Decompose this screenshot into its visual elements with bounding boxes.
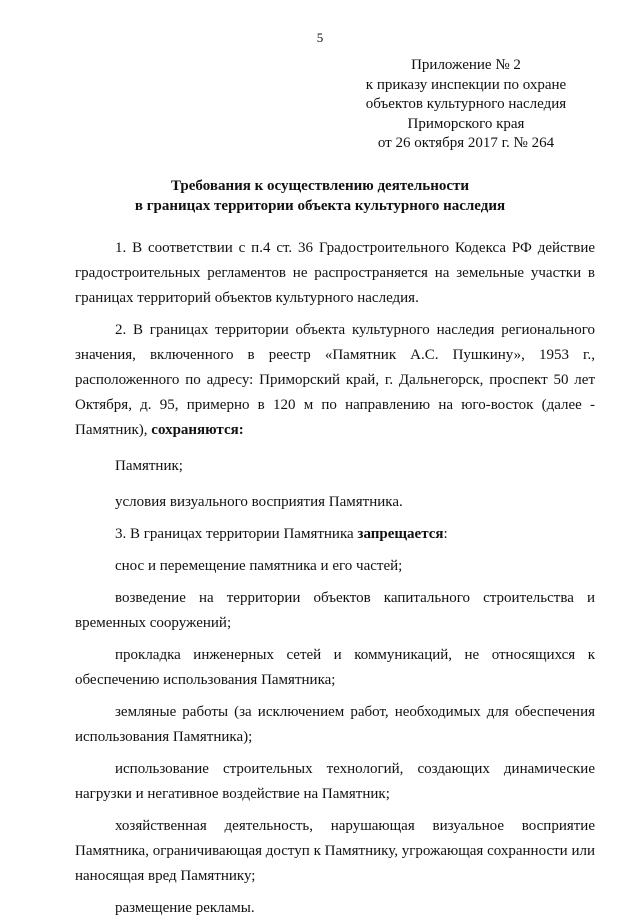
paragraph-2 [75,318,595,443]
appendix-line: Приложение № 2 [411,57,521,73]
paragraph-3-bold: запрещается [357,526,444,542]
appendix-line: Приморского края [407,115,525,132]
prohibited-item: размещение рекламы. [115,900,255,916]
appendix-line: к приказу инспекции по охране [365,76,567,93]
prohibited-item: прокладка инженерных сетей и коммуникаций, не относящихся к обеспечению использования Памятника; [75,647,595,688]
paragraph-2-bold: сохраняются: [151,422,244,438]
prohibited-item: снос и перемещение памятника и его частей; [115,558,403,574]
title-line: в границах территории объекта культурного наследия [134,198,506,214]
paragraph-1: 1. В соответствии с п.4 ст. 36 Градостроительного Кодекса РФ действие градостроительных регламентов не распространяется на земельные участки в границах территорий объектов культурного наследия. [75,240,595,306]
prohibited-item: возведение на территории объектов капитального строительства и временных сооружений; [75,590,595,631]
paragraph-3-end: : [443,526,448,542]
title-line: Требования к осуществлению деятельности [170,178,469,194]
prohibited-item: хозяйственная деятельность, нарушающая визуальное восприятие Памятника, ограничивающая доступ к Памятнику, угрожающая сохранности или наносящая вред Памятнику; [75,818,595,884]
page-number: 5 [316,30,324,45]
paragraph-2-text: 2. В границах территории объекта культурного наследия регионального значения, включенного в реестр «Памятник А.С. Пушкину», 1953 г., расположенного по адресу: Приморский край, г. Дальнегорск, проспект 50 лет Октября, д. 95, примерно в 120 м по направлению на юго-восток (далее - Памятник), [75,322,595,438]
appendix-line: объектов культурного наследия [365,96,567,112]
appendix-line: от 26 октября 2017 г. № 264 [377,135,555,151]
appendix-header [356,56,576,154]
document-title [60,176,580,216]
preserved-item: Памятник; [115,458,183,474]
paragraph-3-text: 3. В границах территории Памятника [115,526,358,542]
paragraph-3 [75,522,595,547]
prohibited-item: земляные работы (за исключением работ, необходимых для обеспечения использования Памятника); [75,704,595,745]
preserved-item: условия визуального восприятия Памятника. [115,494,403,510]
document-body [75,236,595,921]
prohibited-item: использование строительных технологий, создающих динамические нагрузки и негативное воздействие на Памятник; [75,761,595,802]
